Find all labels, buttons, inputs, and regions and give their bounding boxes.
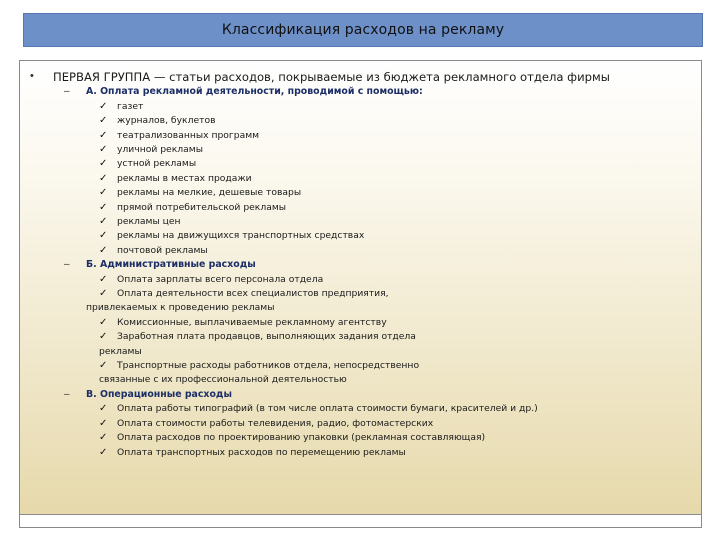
- check-icon: ✓: [99, 101, 108, 112]
- check-icon: ✓: [99, 130, 108, 141]
- list-item-continuation: связанные с их профессиональной деятельностью: [99, 374, 347, 385]
- list-item: рекламы в местах продажи: [117, 173, 252, 184]
- check-icon: ✓: [99, 115, 108, 126]
- list-item: Комиссионные, выплачиваемые рекламному агентству: [117, 317, 387, 328]
- check-icon: ✓: [99, 418, 108, 429]
- list-item: Оплата транспортных расходов по перемещению рекламы: [117, 447, 406, 458]
- group1-text: ПЕРВАЯ ГРУППА — статьи расходов, покрываемые из бюджета рекламного отдела фирмы: [53, 70, 610, 84]
- list-item: Оплата работы типографий (в том числе оплата стоимости бумаги, красителей и др.): [117, 403, 538, 414]
- list-item: Оплата деятельности всех специалистов предприятия,: [117, 288, 389, 299]
- check-icon: ✓: [99, 245, 108, 256]
- list-item: рекламы цен: [117, 216, 181, 227]
- list-item: журналов, буклетов: [117, 115, 216, 126]
- check-icon: ✓: [99, 288, 108, 299]
- page-title: Классификация расходов на рекламу: [221, 22, 505, 38]
- section-b-heading: Б. Административные расходы: [86, 259, 256, 270]
- list-item: почтовой рекламы: [117, 245, 208, 256]
- list-item: Транспортные расходы работников отдела, непосредственно: [117, 360, 420, 371]
- footer-strip: [19, 515, 702, 528]
- list-item: прямой потребительской рекламы: [117, 202, 287, 213]
- check-icon: ✓: [99, 230, 108, 241]
- list-item: газет: [117, 101, 144, 112]
- check-icon: ✓: [99, 317, 108, 328]
- check-icon: ✓: [99, 187, 108, 198]
- list-item: устной рекламы: [117, 158, 197, 169]
- list-item: Оплата зарплаты всего персонала отдела: [117, 274, 324, 285]
- check-icon: ✓: [99, 432, 108, 443]
- list-item: Оплата расходов по проектированию упаковки (рекламная составляющая): [117, 432, 486, 443]
- check-icon: ✓: [99, 144, 108, 155]
- list-item: рекламы на мелкие, дешевые товары: [117, 187, 302, 198]
- check-icon: ✓: [99, 360, 108, 371]
- dash-icon: –: [64, 389, 70, 400]
- check-icon: ✓: [99, 202, 108, 213]
- list-item-continuation: привлекаемых к проведению рекламы: [86, 302, 275, 313]
- check-icon: ✓: [99, 447, 108, 458]
- check-icon: ✓: [99, 331, 108, 342]
- title-bar: [23, 13, 703, 47]
- list-item: Оплата стоимости работы телевидения, радио, фотомастерских: [117, 418, 434, 429]
- check-icon: ✓: [99, 403, 108, 414]
- dash-icon: –: [64, 259, 70, 270]
- list-item: рекламы на движущихся транспортных средствах: [117, 230, 365, 241]
- list-item-continuation: рекламы: [99, 346, 142, 357]
- check-icon: ✓: [99, 158, 108, 169]
- list-item: театрализованных программ: [117, 130, 260, 141]
- check-icon: ✓: [99, 216, 108, 227]
- list-item: Заработная плата продавцов, выполняющих задания отдела: [117, 331, 416, 342]
- check-icon: ✓: [99, 173, 108, 184]
- bullet-icon: •: [30, 70, 34, 82]
- section-c-heading: В. Операционные расходы: [86, 389, 232, 400]
- dash-icon: –: [64, 86, 70, 97]
- section-a-heading: А. Оплата рекламной деятельности, проводимой с помощью:: [86, 86, 423, 97]
- list-item: уличной рекламы: [117, 144, 203, 155]
- check-icon: ✓: [99, 274, 108, 285]
